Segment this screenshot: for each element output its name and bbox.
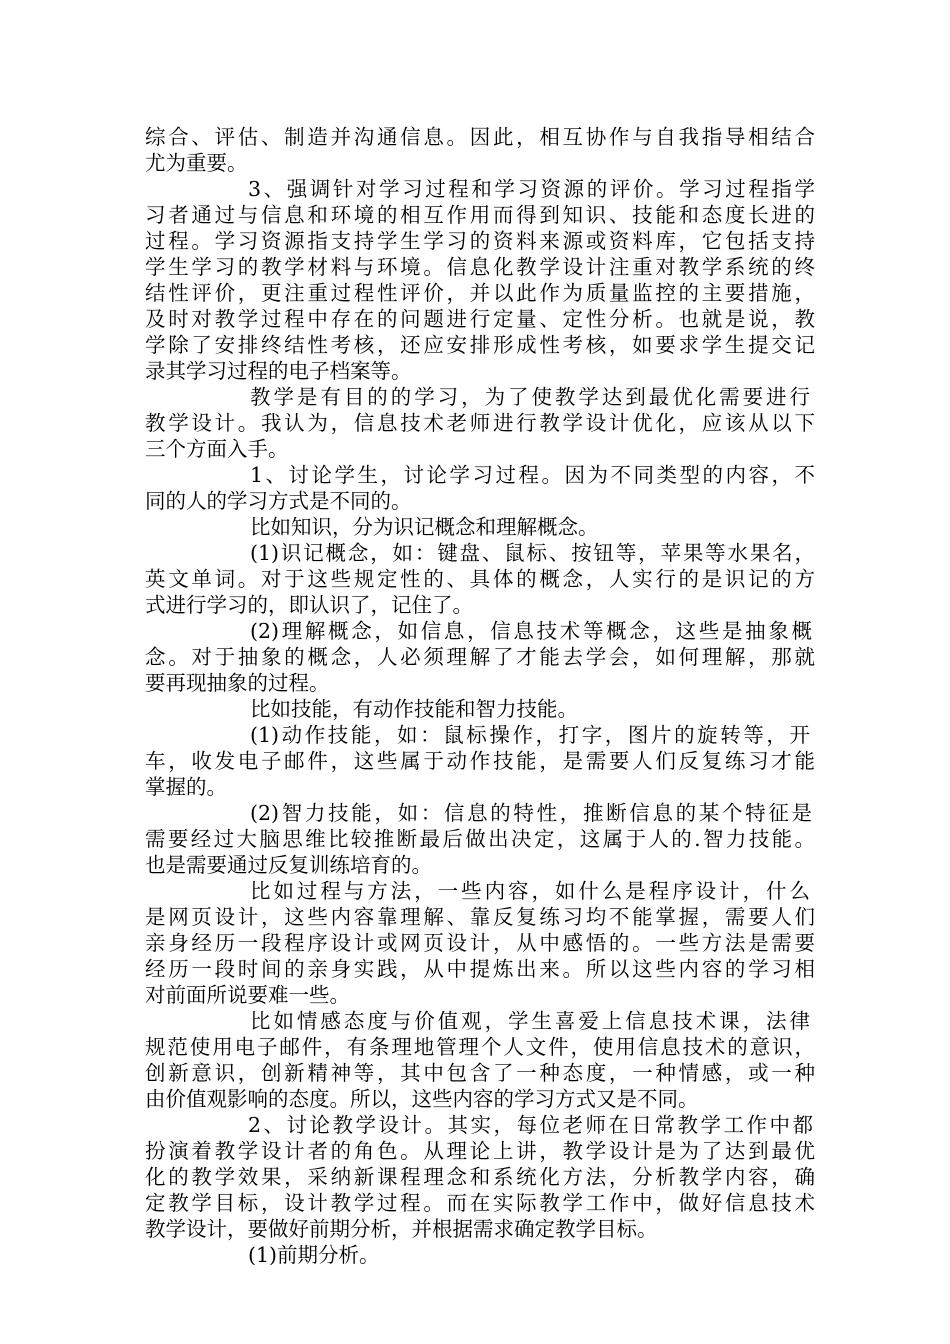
text-line: 也是需要通过反复训练培育的。 bbox=[145, 853, 432, 877]
text-line: 比如情感态度与价值观，学生喜爱上信息技术课，法律 bbox=[250, 1009, 810, 1033]
text-line: 化的教学效果，采纳新课程理念和系统化方法，分析教学内容，确 bbox=[145, 1165, 815, 1189]
text-line: 掌握的。 bbox=[145, 775, 227, 799]
text-line: 教学设计，要做好前期分析，并根据需求确定教学目标。 bbox=[145, 1217, 658, 1241]
text-line: (1)识记概念，如：键盘、鼠标、按钮等，苹果等水果名， bbox=[250, 541, 815, 565]
text-line: 经历一段时间的亲身实践，从中提炼出来。所以这些内容的学习相 bbox=[145, 957, 815, 981]
text-line: 规范使用电子邮件，有条理地管理个人文件，使用信息技术的意识， bbox=[145, 1035, 815, 1059]
text-line: 比如知识，分为识记概念和理解概念。 bbox=[250, 515, 599, 539]
text-line: 对前面所说要难一些。 bbox=[145, 983, 350, 1007]
text-line: 念。对于抽象的概念，人必须理解了才能去学会，如何理解，那就 bbox=[145, 645, 815, 669]
text-line: (1)动作技能，如：鼠标操作，打字，图片的旋转等，开 bbox=[250, 723, 810, 747]
text-line: 同的人的学习方式是不同的。 bbox=[145, 489, 412, 513]
text-line: 综合、评估、制造并沟通信息。因此，相互协作与自我指导相结合 bbox=[145, 125, 815, 149]
text-line: 要再现抽象的过程。 bbox=[145, 671, 330, 695]
text-line: 三个方面入手。 bbox=[145, 437, 289, 461]
text-line: 录其学习过程的电子档案等。 bbox=[145, 359, 412, 383]
text-line: 学除了安排终结性考核，还应安排形成性考核，如要求学生提交记 bbox=[145, 333, 815, 357]
text-line: 是网页设计，这些内容靠理解、靠反复练习均不能掌握，需要人们 bbox=[145, 905, 815, 929]
text-line: 扮演着教学设计者的角色。从理论上讲，教学设计是为了达到最优 bbox=[145, 1139, 815, 1163]
text-line: 亲身经历一段程序设计或网页设计，从中感悟的。一些方法是需要 bbox=[145, 931, 815, 955]
text-line: (1)前期分析。 bbox=[248, 1243, 380, 1267]
text-line: 由价值观影响的态度。所以，这些内容的学习方式又是不同。 bbox=[145, 1087, 699, 1111]
text-line: 教学是有目的的学习，为了使教学达到最优化需要进行 bbox=[250, 385, 810, 409]
text-line: 尤为重要。 bbox=[145, 151, 248, 175]
text-line: 2、讨论教学设计。其实，每位老师在日常教学工作中都 bbox=[248, 1113, 813, 1137]
text-line: 1、讨论学生，讨论学习过程。因为不同类型的内容，不 bbox=[250, 463, 815, 487]
text-line: 过程。学习资源指支持学生学习的资料来源或资料库，它包括支持 bbox=[145, 229, 815, 253]
text-line: 比如过程与方法，一些内容，如什么是程序设计，什么 bbox=[250, 879, 810, 903]
text-line: 教学设计。我认为，信息技术老师进行教学设计优化，应该从以下 bbox=[145, 411, 815, 435]
text-line: 学生学习的教学材料与环境。信息化教学设计注重对教学系统的终 bbox=[145, 255, 815, 279]
text-line: 定教学目标，设计教学过程。而在实际教学工作中，做好信息技术 bbox=[145, 1191, 815, 1215]
text-line: (2)理解概念，如信息，信息技术等概念，这些是抽象概 bbox=[250, 619, 812, 643]
text-line: 需要经过大脑思维比较推断最后做出决定，这属于人的.智力技能。 bbox=[145, 827, 815, 851]
text-line: 英文单词。对于这些规定性的、具体的概念，人实行的是识记的方 bbox=[145, 567, 815, 591]
text-line: (2)智力技能，如：信息的特性，推断信息的某个特征是 bbox=[250, 801, 812, 825]
text-line: 结性评价，更注重过程性评价，并以此作为质量监控的主要措施， bbox=[145, 281, 815, 305]
text-line: 创新意识，创新精神等，其中包含了一种态度，一种情感，或一种 bbox=[145, 1061, 815, 1085]
text-line: 车，收发电子邮件，这些属于动作技能，是需要人们反复练习才能 bbox=[145, 749, 815, 773]
text-line: 3、强调针对学习过程和学习资源的评价。学习过程指学 bbox=[248, 177, 815, 201]
text-line: 式进行学习的，即认识了，记住了。 bbox=[145, 593, 473, 617]
text-line: 及时对教学过程中存在的问题进行定量、定性分析。也就是说，教 bbox=[145, 307, 815, 331]
text-line: 习者通过与信息和环境的相互作用而得到知识、技能和态度长进的 bbox=[145, 203, 815, 227]
text-line: 比如技能，有动作技能和智力技能。 bbox=[250, 697, 578, 721]
